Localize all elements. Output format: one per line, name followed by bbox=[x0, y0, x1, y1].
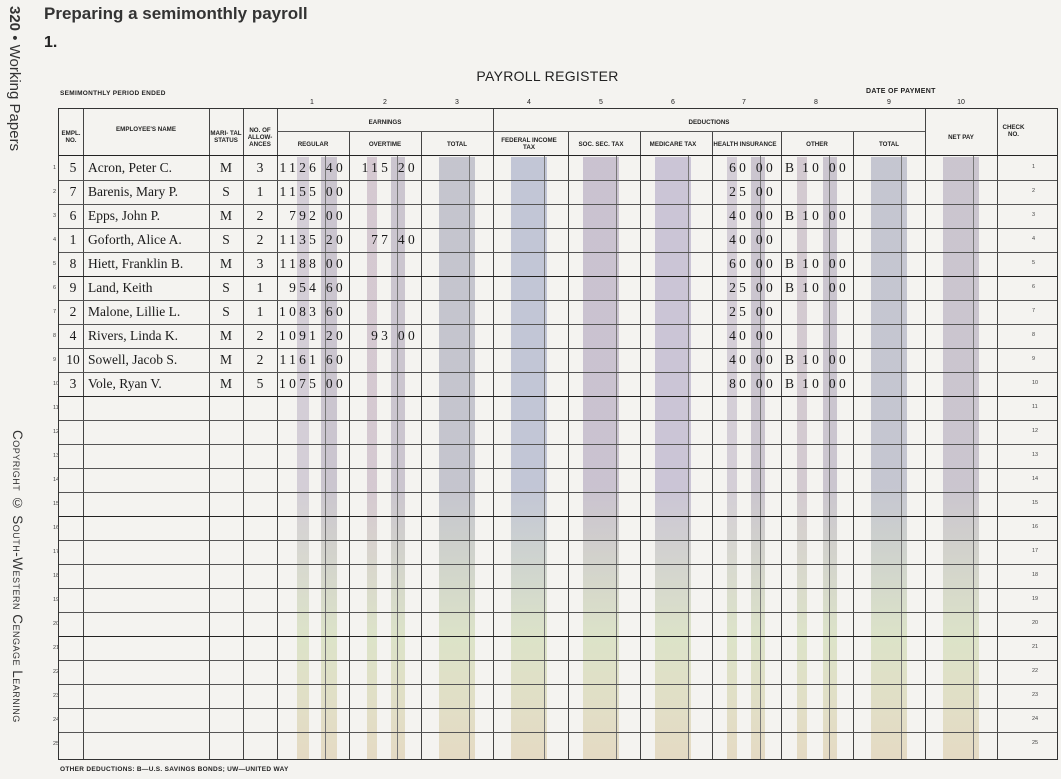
line-number-right: 22 bbox=[1032, 668, 1039, 674]
line-number: 22 bbox=[53, 669, 60, 675]
header-rule bbox=[277, 131, 925, 132]
amount: 115 20 bbox=[361, 160, 418, 175]
line-number-right: 7 bbox=[1032, 308, 1036, 314]
column-number: 2 bbox=[383, 99, 387, 106]
amount: 1091 20 bbox=[279, 328, 346, 343]
register-title: PAYROLL REGISTER bbox=[476, 68, 619, 84]
amount: 25 00 bbox=[729, 184, 776, 199]
marital-status: M bbox=[219, 352, 232, 367]
row-rule bbox=[59, 228, 1057, 229]
column-number: 6 bbox=[671, 99, 675, 106]
employee-name: Land, Keith bbox=[88, 280, 153, 295]
employee-name: Hiett, Franklin B. bbox=[88, 256, 184, 271]
amount: 40 00 bbox=[729, 208, 776, 223]
row-rule bbox=[59, 300, 1057, 301]
allowances: 3 bbox=[256, 256, 264, 271]
line-number-right: 17 bbox=[1032, 548, 1039, 554]
row-rule bbox=[59, 540, 1057, 541]
line-number: 17 bbox=[53, 549, 60, 555]
header-marital-status: MARI- TAL STATUS bbox=[210, 130, 242, 144]
row-rule bbox=[59, 516, 1057, 517]
amount: 1155 00 bbox=[279, 184, 346, 199]
line-number: 4 bbox=[53, 237, 57, 243]
line-number: 25 bbox=[53, 741, 60, 747]
employee-number: 1 bbox=[69, 232, 77, 247]
period-ended-label: SEMIMONTHLY PERIOD ENDED bbox=[60, 90, 166, 97]
other-deduction-code: B bbox=[785, 256, 795, 271]
marital-status: M bbox=[219, 256, 232, 271]
employee-number: 8 bbox=[69, 256, 77, 271]
employee-number: 5 bbox=[69, 160, 77, 175]
line-number-right: 9 bbox=[1032, 356, 1036, 362]
line-number-right: 4 bbox=[1032, 236, 1036, 242]
employee-number: 10 bbox=[66, 352, 80, 367]
allowances: 3 bbox=[256, 160, 264, 175]
marital-status: S bbox=[222, 184, 230, 199]
marital-status: M bbox=[219, 328, 232, 343]
line-number-right: 14 bbox=[1032, 476, 1039, 482]
row-rule bbox=[59, 564, 1057, 565]
column-number: 7 bbox=[742, 99, 746, 106]
side-label: 320 • Working Papers bbox=[6, 6, 23, 152]
column-divider bbox=[493, 109, 494, 759]
other-deduction-code: B bbox=[785, 208, 795, 223]
row-rule bbox=[59, 252, 1057, 253]
amount: 60 00 bbox=[729, 160, 776, 175]
row-rule bbox=[59, 636, 1057, 637]
page-number: 320 bbox=[6, 6, 23, 32]
column-divider bbox=[83, 109, 84, 759]
other-deduction-code: B bbox=[785, 352, 795, 367]
amount: 77 40 bbox=[371, 232, 418, 247]
amount: 1135 20 bbox=[279, 232, 346, 247]
line-number: 13 bbox=[53, 453, 60, 459]
employee-name: Goforth, Alice A. bbox=[88, 232, 182, 247]
allowances: 2 bbox=[256, 352, 264, 367]
amount: 954 60 bbox=[289, 280, 346, 295]
line-number-right: 16 bbox=[1032, 524, 1039, 530]
column-number: 9 bbox=[887, 99, 891, 106]
line-number-right: 25 bbox=[1032, 740, 1039, 746]
amount: 40 00 bbox=[729, 232, 776, 247]
line-number: 15 bbox=[53, 501, 60, 507]
line-number-right: 8 bbox=[1032, 332, 1036, 338]
line-number-right: 2 bbox=[1032, 188, 1036, 194]
marital-status: S bbox=[222, 280, 230, 295]
header-employee-name: EMPLOYEE'S NAME bbox=[116, 125, 176, 133]
header-empl-no: EMPL. NO. bbox=[61, 130, 81, 144]
marital-status: M bbox=[219, 376, 232, 391]
other-deduction-code: B bbox=[785, 280, 795, 295]
page-heading: Preparing a semimonthly payroll bbox=[44, 4, 308, 23]
line-number-right: 5 bbox=[1032, 260, 1036, 266]
column-divider bbox=[568, 131, 569, 759]
cents-divider bbox=[901, 155, 902, 759]
line-number-right: 12 bbox=[1032, 428, 1039, 434]
line-number: 10 bbox=[53, 381, 60, 387]
cents-divider bbox=[829, 155, 830, 759]
amount: 1161 60 bbox=[279, 352, 346, 367]
column-shading bbox=[511, 157, 547, 759]
amount: 80 00 bbox=[729, 376, 776, 391]
line-number-right: 21 bbox=[1032, 644, 1039, 650]
line-number: 6 bbox=[53, 285, 57, 291]
column-divider bbox=[925, 109, 926, 759]
column-shading bbox=[797, 157, 807, 759]
header-health-insurance: HEALTH INSURANCE bbox=[713, 140, 777, 148]
column-divider bbox=[853, 131, 854, 759]
employee-name: Rivers, Linda K. bbox=[88, 328, 178, 343]
amount: 1075 00 bbox=[279, 376, 346, 391]
employee-name: Barenis, Mary P. bbox=[88, 184, 178, 199]
line-number: 18 bbox=[53, 573, 60, 579]
amount: 10 00 bbox=[802, 376, 849, 391]
line-number: 9 bbox=[53, 357, 57, 363]
amount: 10 00 bbox=[802, 352, 849, 367]
column-number: 1 bbox=[310, 99, 314, 106]
employee-number: 4 bbox=[69, 328, 77, 343]
row-rule bbox=[59, 180, 1057, 181]
line-number: 2 bbox=[53, 189, 57, 195]
row-rule bbox=[59, 708, 1057, 709]
employee-number: 7 bbox=[69, 184, 77, 199]
line-number-right: 24 bbox=[1032, 716, 1039, 722]
other-deductions-footnote: OTHER DEDUCTIONS: B—U.S. SAVINGS BONDS; UW—UNITED WAY bbox=[60, 766, 289, 773]
amount: 10 00 bbox=[802, 280, 849, 295]
column-shading bbox=[823, 157, 837, 759]
line-number-right: 6 bbox=[1032, 284, 1036, 290]
header-net-pay: NET PAY bbox=[948, 133, 974, 141]
column-divider bbox=[243, 109, 244, 759]
column-divider bbox=[421, 131, 422, 759]
amount: 40 00 bbox=[729, 328, 776, 343]
line-number: 3 bbox=[53, 213, 57, 219]
question-number: 1. bbox=[44, 34, 58, 51]
row-rule bbox=[59, 612, 1057, 613]
cents-divider bbox=[469, 155, 470, 759]
column-divider bbox=[997, 109, 998, 759]
column-number: 10 bbox=[957, 99, 965, 106]
header-medicare-tax: MEDICARE TAX bbox=[649, 140, 697, 148]
row-rule bbox=[59, 396, 1057, 397]
amount: 10 00 bbox=[802, 256, 849, 271]
column-shading bbox=[583, 157, 619, 759]
row-rule bbox=[59, 468, 1057, 469]
amount: 93 00 bbox=[371, 328, 418, 343]
row-rule bbox=[59, 204, 1057, 205]
column-number: 4 bbox=[527, 99, 531, 106]
line-number-right: 13 bbox=[1032, 452, 1039, 458]
column-divider bbox=[277, 109, 278, 759]
allowances: 5 bbox=[256, 376, 264, 391]
header-allowances: NO. OF ALLOW- ANCES bbox=[247, 126, 273, 148]
allowances: 1 bbox=[256, 280, 264, 295]
employee-name: Epps, John P. bbox=[88, 208, 161, 223]
line-number-right: 10 bbox=[1032, 380, 1039, 386]
allowances: 1 bbox=[256, 184, 264, 199]
column-divider bbox=[640, 131, 641, 759]
header-check-no: CHECK NO. bbox=[1002, 124, 1025, 138]
cents-divider bbox=[688, 155, 689, 759]
line-number: 11 bbox=[53, 405, 59, 411]
employee-name: Sowell, Jacob S. bbox=[88, 352, 178, 367]
column-divider bbox=[781, 131, 782, 759]
copyright-notice: Copyright © South-Western Cengage Learning bbox=[10, 430, 25, 723]
header-other: OTHER bbox=[806, 140, 828, 148]
employee-number: 2 bbox=[69, 304, 77, 319]
line-number: 12 bbox=[53, 429, 60, 435]
row-rule bbox=[59, 660, 1057, 661]
amount: 1188 00 bbox=[279, 256, 346, 271]
row-rule bbox=[59, 276, 1057, 277]
amount: 25 00 bbox=[729, 304, 776, 319]
date-of-payment-label: DATE OF PAYMENT bbox=[866, 88, 936, 95]
employee-number: 3 bbox=[69, 376, 77, 391]
header-bottom-rule bbox=[59, 155, 1057, 156]
column-shading bbox=[655, 157, 691, 759]
line-number-right: 3 bbox=[1032, 212, 1036, 218]
row-rule bbox=[59, 684, 1057, 685]
cents-divider bbox=[973, 155, 974, 759]
row-rule bbox=[59, 492, 1057, 493]
line-number-right: 19 bbox=[1032, 596, 1039, 602]
amount: 40 00 bbox=[729, 352, 776, 367]
cents-divider bbox=[544, 155, 545, 759]
line-number: 5 bbox=[53, 261, 57, 267]
column-divider bbox=[712, 131, 713, 759]
line-number: 24 bbox=[53, 717, 60, 723]
row-rule bbox=[59, 588, 1057, 589]
column-divider bbox=[209, 109, 210, 759]
amount: 10 00 bbox=[802, 160, 849, 175]
amount: 1126 40 bbox=[279, 160, 346, 175]
amount: 10 00 bbox=[802, 208, 849, 223]
amount: 1083 60 bbox=[279, 304, 346, 319]
row-rule bbox=[59, 324, 1057, 325]
employee-name: Acron, Peter C. bbox=[88, 160, 172, 175]
employee-name: Malone, Lillie L. bbox=[88, 304, 181, 319]
line-number-right: 18 bbox=[1032, 572, 1039, 578]
employee-name: Vole, Ryan V. bbox=[88, 376, 162, 391]
column-number: 5 bbox=[599, 99, 603, 106]
allowances: 1 bbox=[256, 304, 264, 319]
line-number: 19 bbox=[53, 597, 60, 603]
row-rule bbox=[59, 348, 1057, 349]
marital-status: S bbox=[222, 304, 230, 319]
line-number: 20 bbox=[53, 621, 60, 627]
payroll-register bbox=[53, 108, 1058, 760]
line-number-right: 11 bbox=[1032, 404, 1038, 410]
other-deduction-code: B bbox=[785, 160, 795, 175]
header-deductions: DEDUCTIONS bbox=[688, 118, 730, 126]
cents-divider bbox=[616, 155, 617, 759]
amount: 25 00 bbox=[729, 280, 776, 295]
row-rule bbox=[59, 420, 1057, 421]
line-number-right: 23 bbox=[1032, 692, 1039, 698]
header-earnings: EARNINGS bbox=[368, 118, 402, 126]
line-number: 1 bbox=[53, 165, 57, 171]
marital-status: M bbox=[219, 208, 232, 223]
header-soc-sec-tax: SOC. SEC. TAX bbox=[578, 140, 624, 148]
row-rule bbox=[59, 444, 1057, 445]
column-number: 8 bbox=[814, 99, 818, 106]
working-papers-label: Working Papers bbox=[6, 44, 23, 152]
header-federal-income-tax: FEDERAL INCOME TAX bbox=[501, 137, 557, 151]
row-rule bbox=[59, 732, 1057, 733]
header-deductions-total: TOTAL bbox=[878, 140, 900, 148]
marital-status: M bbox=[219, 160, 232, 175]
header-regular: REGULAR bbox=[297, 140, 329, 148]
row-rule bbox=[59, 372, 1057, 373]
column-number: 3 bbox=[455, 99, 459, 106]
line-number: 7 bbox=[53, 309, 57, 315]
header-overtime: OVERTIME bbox=[368, 140, 402, 148]
line-number: 14 bbox=[53, 477, 60, 483]
allowances: 2 bbox=[256, 208, 264, 223]
marital-status: S bbox=[222, 232, 230, 247]
line-number: 16 bbox=[53, 525, 60, 531]
line-number: 21 bbox=[53, 645, 60, 651]
amount: 792 00 bbox=[289, 208, 346, 223]
allowances: 2 bbox=[256, 232, 264, 247]
line-number-right: 20 bbox=[1032, 620, 1039, 626]
line-number-right: 15 bbox=[1032, 500, 1039, 506]
column-divider bbox=[349, 131, 350, 759]
line-number-right: 1 bbox=[1032, 164, 1036, 170]
line-number: 23 bbox=[53, 693, 60, 699]
other-deduction-code: B bbox=[785, 376, 795, 391]
line-number: 8 bbox=[53, 333, 57, 339]
employee-number: 6 bbox=[69, 208, 77, 223]
allowances: 2 bbox=[256, 328, 264, 343]
amount: 60 00 bbox=[729, 256, 776, 271]
header-earnings-total: TOTAL bbox=[446, 140, 468, 148]
employee-number: 9 bbox=[69, 280, 77, 295]
